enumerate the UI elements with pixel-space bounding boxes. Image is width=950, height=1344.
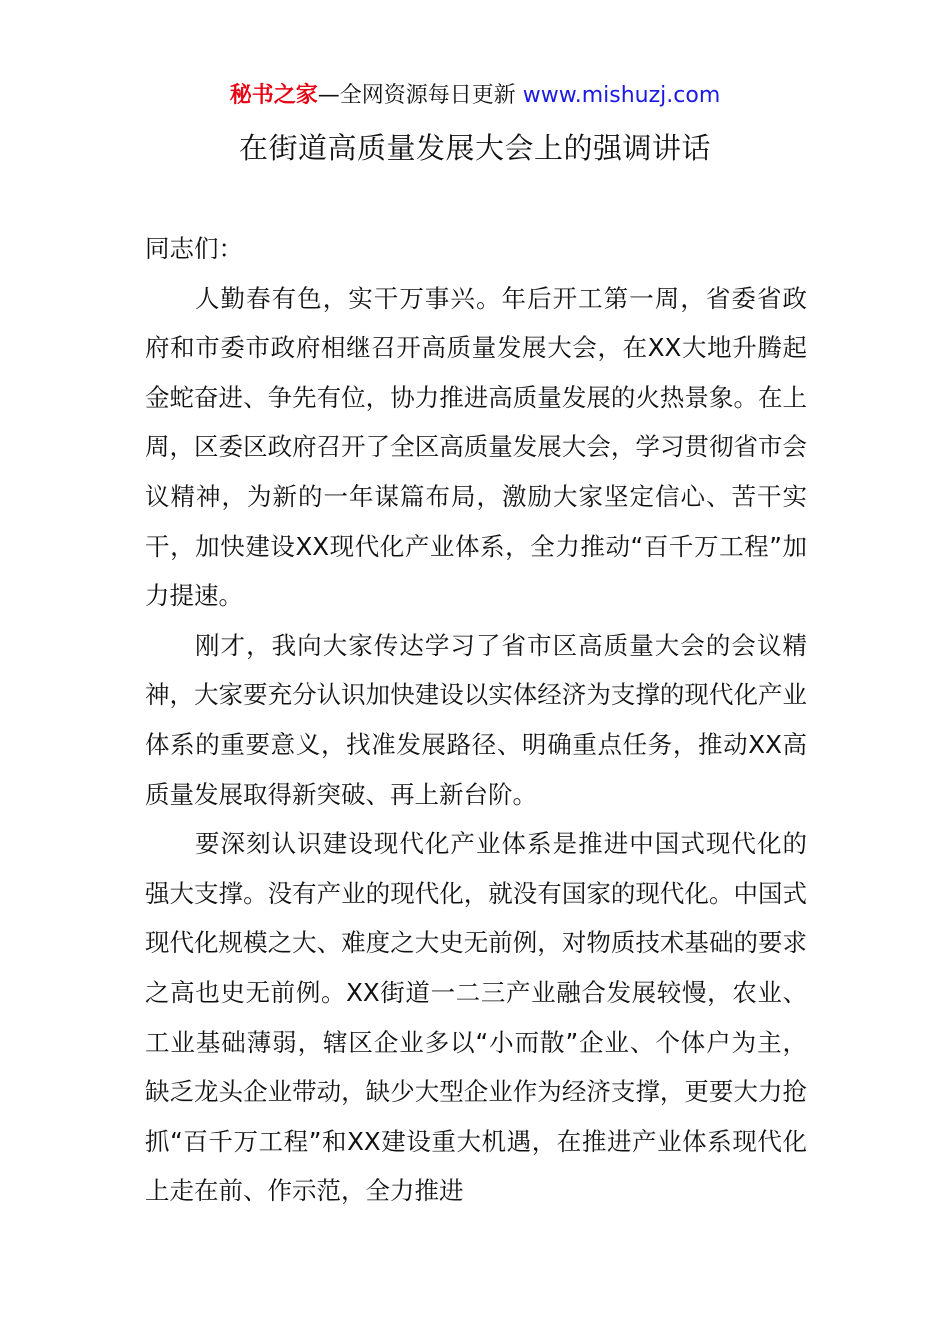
document-title: 在街道高质量发展大会上的强调讲话 xyxy=(238,131,711,165)
paragraph-2: 刚才，我向大家传达学习了省市区高质量大会的会议精神，大家要充分认识加快建设以实体经济为支撑的现代化产业体系的重要意义，找准发展路径、明确重点任务，推动XX高质量发展取得新突破、再上新台阶。 xyxy=(145,630,807,809)
site-url-link[interactable]: www.mishuzj.com xyxy=(522,83,721,108)
salutation: 同志们： xyxy=(145,234,243,263)
paragraph-3: 要深刻认识建设现代化产业体系是推进中国式现代化的强大支撑。没有产业的现代化，就没有国家的现代化。中国式现代化规模之大、难度之大史无前例，对物质技术基础的要求之高也史无前例。XX街道一二三产业融合发展较慢，农业、工业基础薄弱，辖区企业多以“小而散”企业、个体户为主，缺乏龙头企业带动，缺少大型企业作为经济支撑，更要大力抢抓“百千万工程”和XX建设重大机遇，在推进产业体系现代化上走在前、作示范，全力推进 xyxy=(145,829,807,1206)
site-brand: 秘书之家 xyxy=(229,83,318,108)
site-header xyxy=(0,82,950,110)
document-body xyxy=(145,224,807,1216)
paragraph-1: 人勤春有色，实干万事兴。年后开工第一周，省委省政府和市委市政府相继召开高质量发展大会，在XX大地升腾起金蛇奋进、争先有位，协力推进高质量发展的火热景象。在上周，区委区政府召开了全区高质量发展大会，学习贯彻省市会议精神，为新的一年谋篇布局，激励大家坚定信心、苦干实干，加快建设XX现代化产业体系，全力推动“百千万工程”加力提速。 xyxy=(145,283,807,611)
site-tagline: —全网资源每日更新 xyxy=(317,83,516,108)
